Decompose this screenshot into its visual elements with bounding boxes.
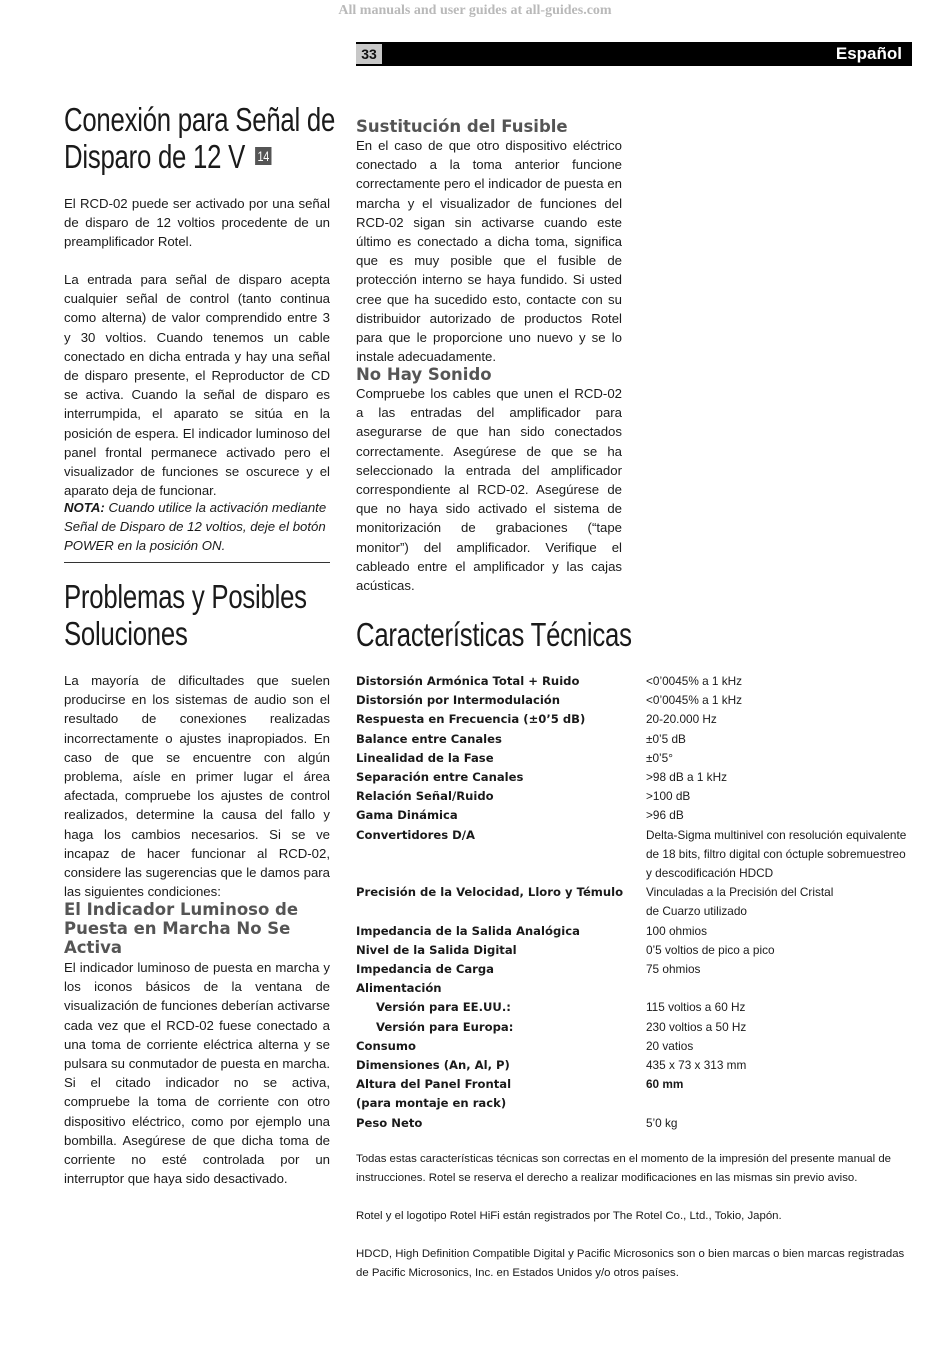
spec-value: 230 voltios a 50 Hz [646, 1019, 747, 1034]
spec-value: 435 x 73 x 313 mm [646, 1058, 747, 1073]
spec-value: de Cuarzo utilizado [646, 904, 747, 919]
spec-row [356, 845, 916, 864]
spec-label: Distorsión por Intermodulación [356, 693, 561, 708]
subsection-title: No Hay Sonido [356, 365, 492, 384]
spec-row [356, 1094, 916, 1113]
header-bar [356, 42, 912, 66]
spec-value [646, 979, 916, 998]
paragraph: El RCD-02 puede ser activado por una señal de disparo de 12 voltios procedente de un preamplificador Rotel. [64, 196, 330, 250]
spec-label [356, 902, 646, 921]
spec-label: Impedancia de la Salida Analógica [356, 923, 580, 938]
paragraph: En el caso de que otro dispositivo eléctrico conectado a la toma anterior funcione correctamente pero el indicador de puesta en marcha y el visualizador de funciones del RCD-02 sigan sin activarse cuando este último es conectado a dicha toma, significa que es muy posible que el fusible de protección interno se haya fundido. Si usted cree que ha sucedido esto, contacte con su distribuidor autorizado de productos Rotel para que le proporcione uno nuevo y se lo instale adecuadamente. [356, 138, 622, 365]
paragraph: El indicador luminoso de puesta en marcha y los iconos básicos de la ventana de visualización de funciones deberían activarse cada vez que el RCD-02 fuese conectado a una toma de corriente eléctrica alterna y se pulsara su conmutador de puesta en marcha. Si el citado indicador no se activa, compruebe la toma de corriente con otro dispositivo eléctrico, como por ejemplo una bombilla. Asegúrese de que dicha toma de corriente no esté controlada por un interruptor que haya sido desactivado. [64, 960, 330, 1187]
spec-row [356, 749, 916, 768]
spec-row [356, 883, 916, 902]
spec-value: 5’0 kg [646, 1115, 678, 1130]
spec-row [356, 806, 916, 825]
spec-value: >100 dB [646, 789, 691, 804]
spec-value: >96 dB [646, 808, 684, 823]
spec-value: 20 vatios [646, 1038, 694, 1053]
spec-label: Peso Neto [356, 1115, 423, 1130]
spec-row [356, 710, 916, 729]
spec-value: >98 dB a 1 kHz [646, 770, 727, 785]
paragraph: Compruebe los cables que unen el RCD-02 a las entradas del amplificador para asegurarse de que han sido conectados correctamente. Asegúrese de que se ha seleccionado la entrada del amplificador correspondiente al RCD-02. Asegúrese de que no haya sido activado el sistema de monitorización de grabaciones (“tape monitor”) del amplificador. Verifique el cableado entre el amplificador y las cajas acústicas. [356, 386, 622, 594]
spec-value: Delta-Sigma multinivel con resolución equivalente [646, 827, 907, 842]
spec-label [356, 845, 646, 864]
spec-value: <0’0045% a 1 kHz [646, 693, 743, 708]
language-label: Español [835, 44, 902, 63]
spec-value: 100 ohmios [646, 923, 707, 938]
spec-label: Versión para EE.UU.: [376, 1000, 511, 1015]
spec-row [356, 768, 916, 787]
paragraph: La entrada para señal de disparo acepta cualquier señal de control (tanto continua como alterna) de valor comprendido entre 3 y 30 voltios. Cuando tenemos un cable conectado en dicha entrada y hay una señal de disparo presente, el Reproductor de CD se activa. Cuando la señal de disparo es interrumpida, el aparato se sitúa en la posición de espera. El indicador luminoso del panel frontal permanece activado pero el visualizador de funciones se oscurece y el aparato deja de funcionar. [64, 272, 330, 499]
spec-value: ±0’5 dB [646, 731, 686, 746]
page-number: 33 [356, 44, 382, 64]
spec-label: Alimentación [356, 981, 442, 996]
divider [64, 562, 330, 563]
note [64, 498, 330, 556]
spec-label: Precisión de la Velocidad, Lloro y Témulo [356, 885, 624, 900]
spec-label: Consumo [356, 1038, 416, 1053]
spec-value: 0’5 voltios de pico a pico [646, 942, 775, 957]
spec-label: Convertidores D/A [356, 827, 475, 842]
spec-value: <0’0045% a 1 kHz [646, 674, 743, 688]
section-title-line [64, 138, 345, 175]
spec-row [356, 1075, 916, 1094]
spec-row [356, 941, 916, 960]
spec-label: Respuesta en Frecuencia (±0’5 dB) [356, 712, 586, 727]
spec-label: Separación entre Canales [356, 770, 524, 785]
paragraph: La mayoría de dificultades que suelen producirse en los sistemas de audio son el resultado de conexiones realizadas incorrectamente o ajustes inapropiados. En caso de que se encuentre con algún problema, aísle en primer lugar el área afectada, compruebe los ajustes de control realizados, determine la causa del fallo y haga los cambios necesarios. Si se ve incapaz de hacer funcionar al RCD-02, considere las sugerencias que le damos para las siguientes condiciones: [64, 673, 330, 900]
spec-row [356, 922, 916, 941]
section-troubleshooting-title [64, 578, 330, 652]
note-text: Cuando utilice la activación mediante Señal de Disparo de 12 voltios, deje el botón POWER en la posición ON. [64, 500, 327, 554]
section-title-text: Disparo de 12 V [64, 138, 246, 175]
section-title-line: Conexión para Señal de [64, 101, 336, 138]
spec-row [356, 1037, 916, 1056]
spec-label: (para montaje en rack) [356, 1096, 507, 1111]
spec-value: 75 ohmios [646, 962, 701, 977]
spec-row [356, 672, 916, 691]
spec-label: Nivel de la Salida Digital [356, 942, 517, 957]
spec-row [356, 864, 916, 883]
spec-row [356, 902, 916, 921]
spec-value: de 18 bits, filtro digital con óctuple sobremuestreo [646, 846, 906, 861]
spec-label: Altura del Panel Frontal [356, 1077, 512, 1092]
spec-value: ±0’5° [646, 750, 673, 765]
spec-value [646, 1094, 916, 1113]
spec-label: Gama Dinámica [356, 808, 458, 823]
spec-value: 20-20.000 Hz [646, 712, 717, 727]
footnote: HDCD, High Definition Compatible Digital y Pacific Microsonics son o bien marcas o bien marcas registradas de Pacific Microsonics, Inc. en Estados Unidos y/o otros países. [356, 1248, 905, 1279]
spec-label: Distorsión Armónica Total + Ruido [356, 674, 580, 688]
spec-row [356, 826, 916, 845]
reference-badge: 14 [255, 147, 271, 165]
subsection-title: Sustitución del Fusible [356, 117, 568, 136]
spec-label: Impedancia de Carga [356, 962, 495, 977]
footnote: Todas estas características técnicas son correctas en el momento de la impresión del presente manual de instrucciones. Rotel se reserva el derecho a realizar modificaciones en las mismas sin previo aviso. [356, 1153, 891, 1184]
spec-value: y descodificación HDCD [646, 866, 774, 881]
section-title-line: Características Técnicas [356, 616, 632, 653]
note-label: NOTA: [64, 500, 105, 515]
spec-value: Vinculadas a la Precisión del Cristal [646, 885, 834, 900]
spec-row [356, 730, 916, 749]
watermark: All manuals and user guides at all-guides.com [338, 3, 612, 18]
spec-row [356, 787, 916, 806]
spec-row [356, 1056, 916, 1075]
specs-table [356, 672, 916, 1133]
spec-label: Balance entre Canales [356, 731, 502, 746]
spec-label: Linealidad de la Fase [356, 750, 494, 765]
spec-row [356, 1018, 916, 1037]
spec-row [356, 1114, 916, 1133]
spec-row [356, 691, 916, 710]
spec-row [356, 979, 916, 998]
section-title-line: Soluciones [64, 615, 188, 652]
footnote: Rotel y el logotipo Rotel HiFi están registrados por The Rotel Co., Ltd., Tokio, Japón. [356, 1210, 782, 1222]
spec-row [356, 998, 916, 1017]
spec-row [356, 960, 916, 979]
spec-value: 115 voltios a 60 Hz [646, 1000, 746, 1015]
section-title-line: Problemas y Posibles [64, 578, 307, 615]
spec-label: Versión para Europa: [376, 1019, 514, 1034]
section-trigger-title [64, 101, 336, 175]
spec-label [356, 864, 646, 883]
subsection-title: El Indicador Luminoso de Puesta en Marcha No Se Activa [64, 900, 299, 957]
spec-value: 60 mm [646, 1077, 684, 1092]
section-specs-title [356, 616, 632, 653]
spec-label: Dimensiones (An, Al, P) [356, 1058, 510, 1073]
spec-label: Relación Señal/Ruido [356, 789, 494, 804]
